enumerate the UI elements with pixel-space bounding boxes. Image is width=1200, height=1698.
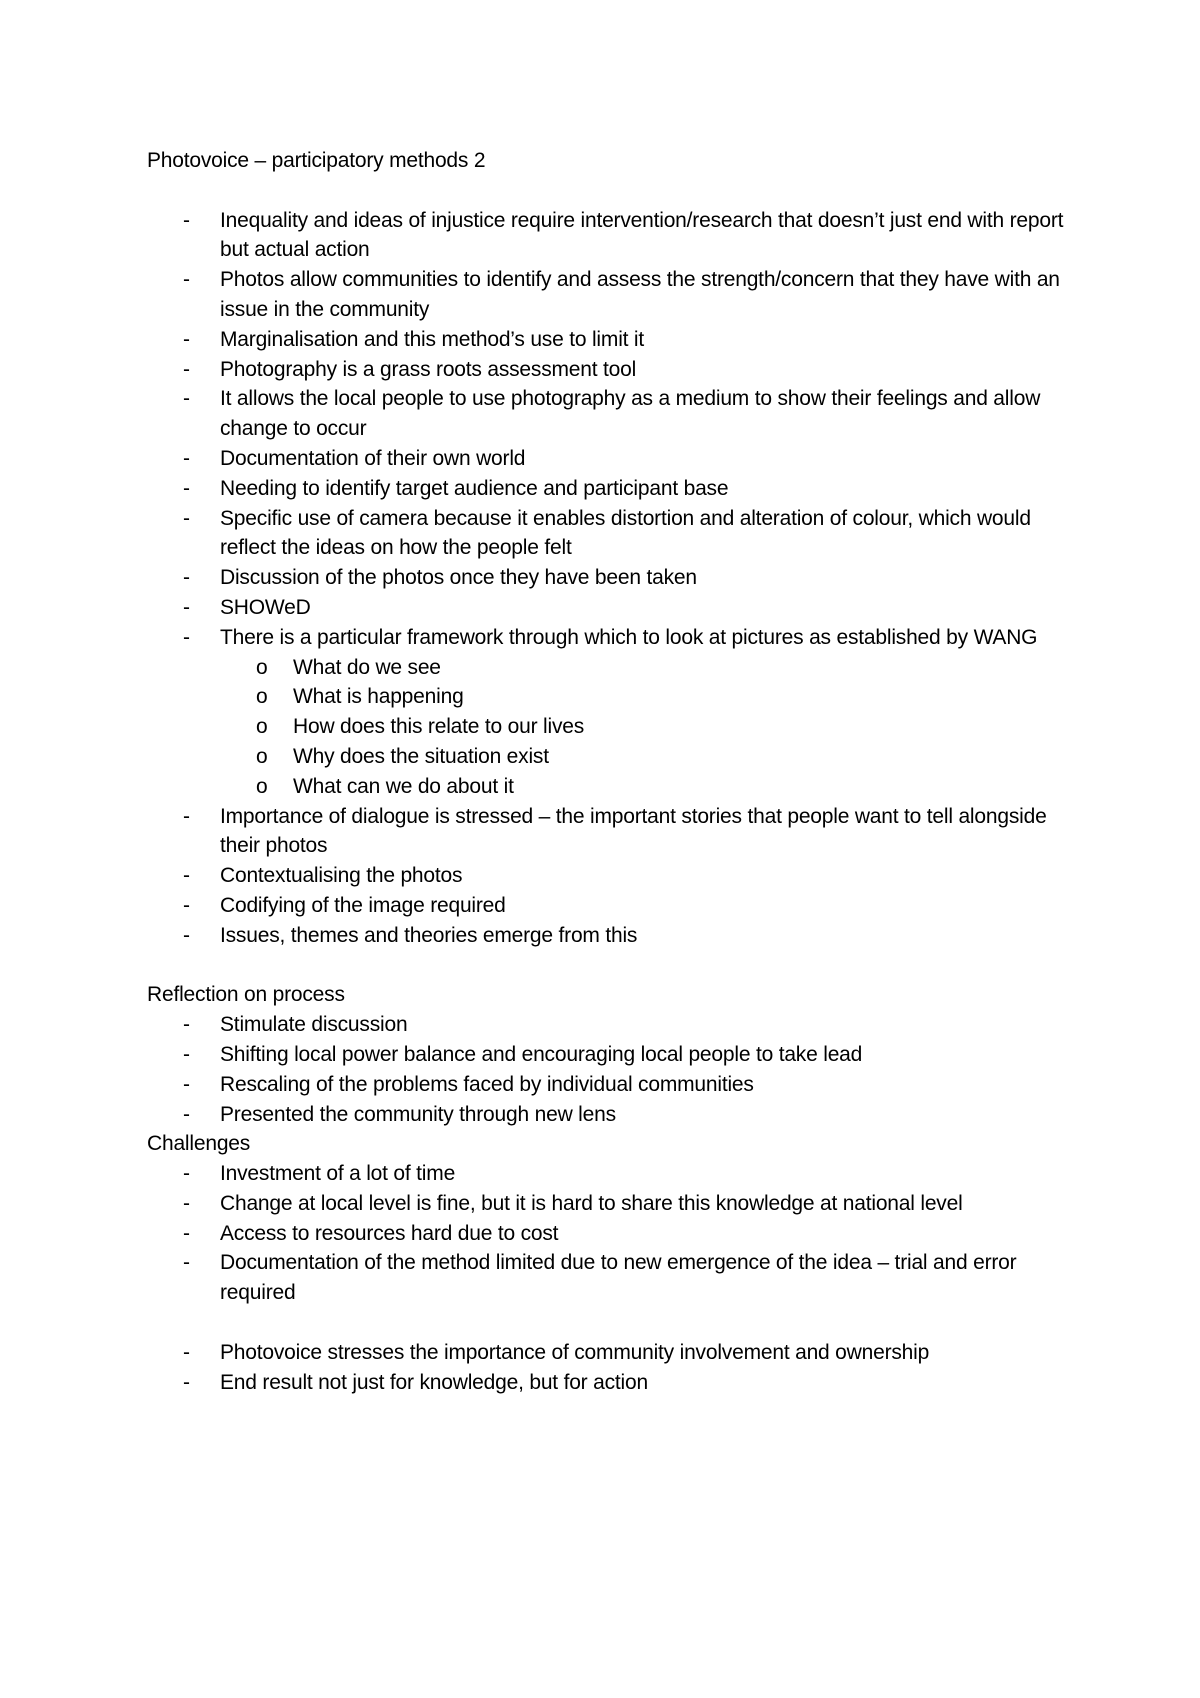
- document-body: [147, 146, 1077, 1397]
- sub-list-item: o What can we do about it: [147, 772, 1077, 802]
- list-item: - Inequality and ideas of injustice require intervention/research that doesn’t just end with report but actual action: [147, 206, 1077, 266]
- list-item: - Marginalisation and this method’s use to limit it: [147, 325, 1077, 355]
- list-item: - Documentation of the method limited due to new emergence of the idea – trial and error required: [147, 1248, 1077, 1308]
- list-item: - Rescaling of the problems faced by individual communities: [147, 1070, 1077, 1100]
- sub-list-item: o How does this relate to our lives: [147, 712, 1077, 742]
- challenges-list: [147, 1159, 1077, 1308]
- main-bullet-list-continued: [147, 802, 1077, 951]
- list-item: - It allows the local people to use photography as a medium to show their feelings and allow change to occur: [147, 384, 1077, 444]
- list-item: - There is a particular framework through which to look at pictures as established by WANG: [147, 623, 1077, 653]
- closing-list: [147, 1338, 1077, 1398]
- list-item: - Discussion of the photos once they have been taken: [147, 563, 1077, 593]
- list-item: - Needing to identify target audience and participant base: [147, 474, 1077, 504]
- list-item: - Specific use of camera because it enables distortion and alteration of colour, which would reflect the ideas on how the people felt: [147, 504, 1077, 564]
- list-item: - Photovoice stresses the importance of community involvement and ownership: [147, 1338, 1077, 1368]
- list-item: - Investment of a lot of time: [147, 1159, 1077, 1189]
- sub-list-item: o Why does the situation exist: [147, 742, 1077, 772]
- list-item: - Change at local level is fine, but it is hard to share this knowledge at national level: [147, 1189, 1077, 1219]
- list-item: - Issues, themes and theories emerge from this: [147, 921, 1077, 951]
- list-item: - Codifying of the image required: [147, 891, 1077, 921]
- document-title: Photovoice – participatory methods 2: [147, 149, 486, 172]
- list-item: - Presented the community through new lens: [147, 1100, 1077, 1130]
- list-item: - Shifting local power balance and encouraging local people to take lead: [147, 1040, 1077, 1070]
- list-item: - Access to resources hard due to cost: [147, 1219, 1077, 1249]
- main-bullet-list: [147, 206, 1077, 653]
- spacer: [147, 176, 1077, 206]
- wang-framework-sublist: [147, 653, 1077, 802]
- spacer: [147, 951, 1077, 981]
- list-item: - SHOWeD: [147, 593, 1077, 623]
- list-item: - Documentation of their own world: [147, 444, 1077, 474]
- sub-list-item: o What is happening: [147, 682, 1077, 712]
- list-item: - Stimulate discussion: [147, 1010, 1077, 1040]
- reflection-heading: Reflection on process: [147, 983, 345, 1007]
- list-item: - Photos allow communities to identify and assess the strength/concern that they have with an issue in the community: [147, 265, 1077, 325]
- reflection-list: [147, 1010, 1077, 1129]
- list-item: - End result not just for knowledge, but for action: [147, 1368, 1077, 1398]
- sub-list-item: o What do we see: [147, 653, 1077, 683]
- challenges-heading: Challenges: [147, 1132, 251, 1156]
- list-item: - Contextualising the photos: [147, 861, 1077, 891]
- list-item: - Photography is a grass roots assessment tool: [147, 355, 1077, 385]
- list-item: - Importance of dialogue is stressed – the important stories that people want to tell alongside their photos: [147, 802, 1077, 862]
- spacer: [147, 1308, 1077, 1338]
